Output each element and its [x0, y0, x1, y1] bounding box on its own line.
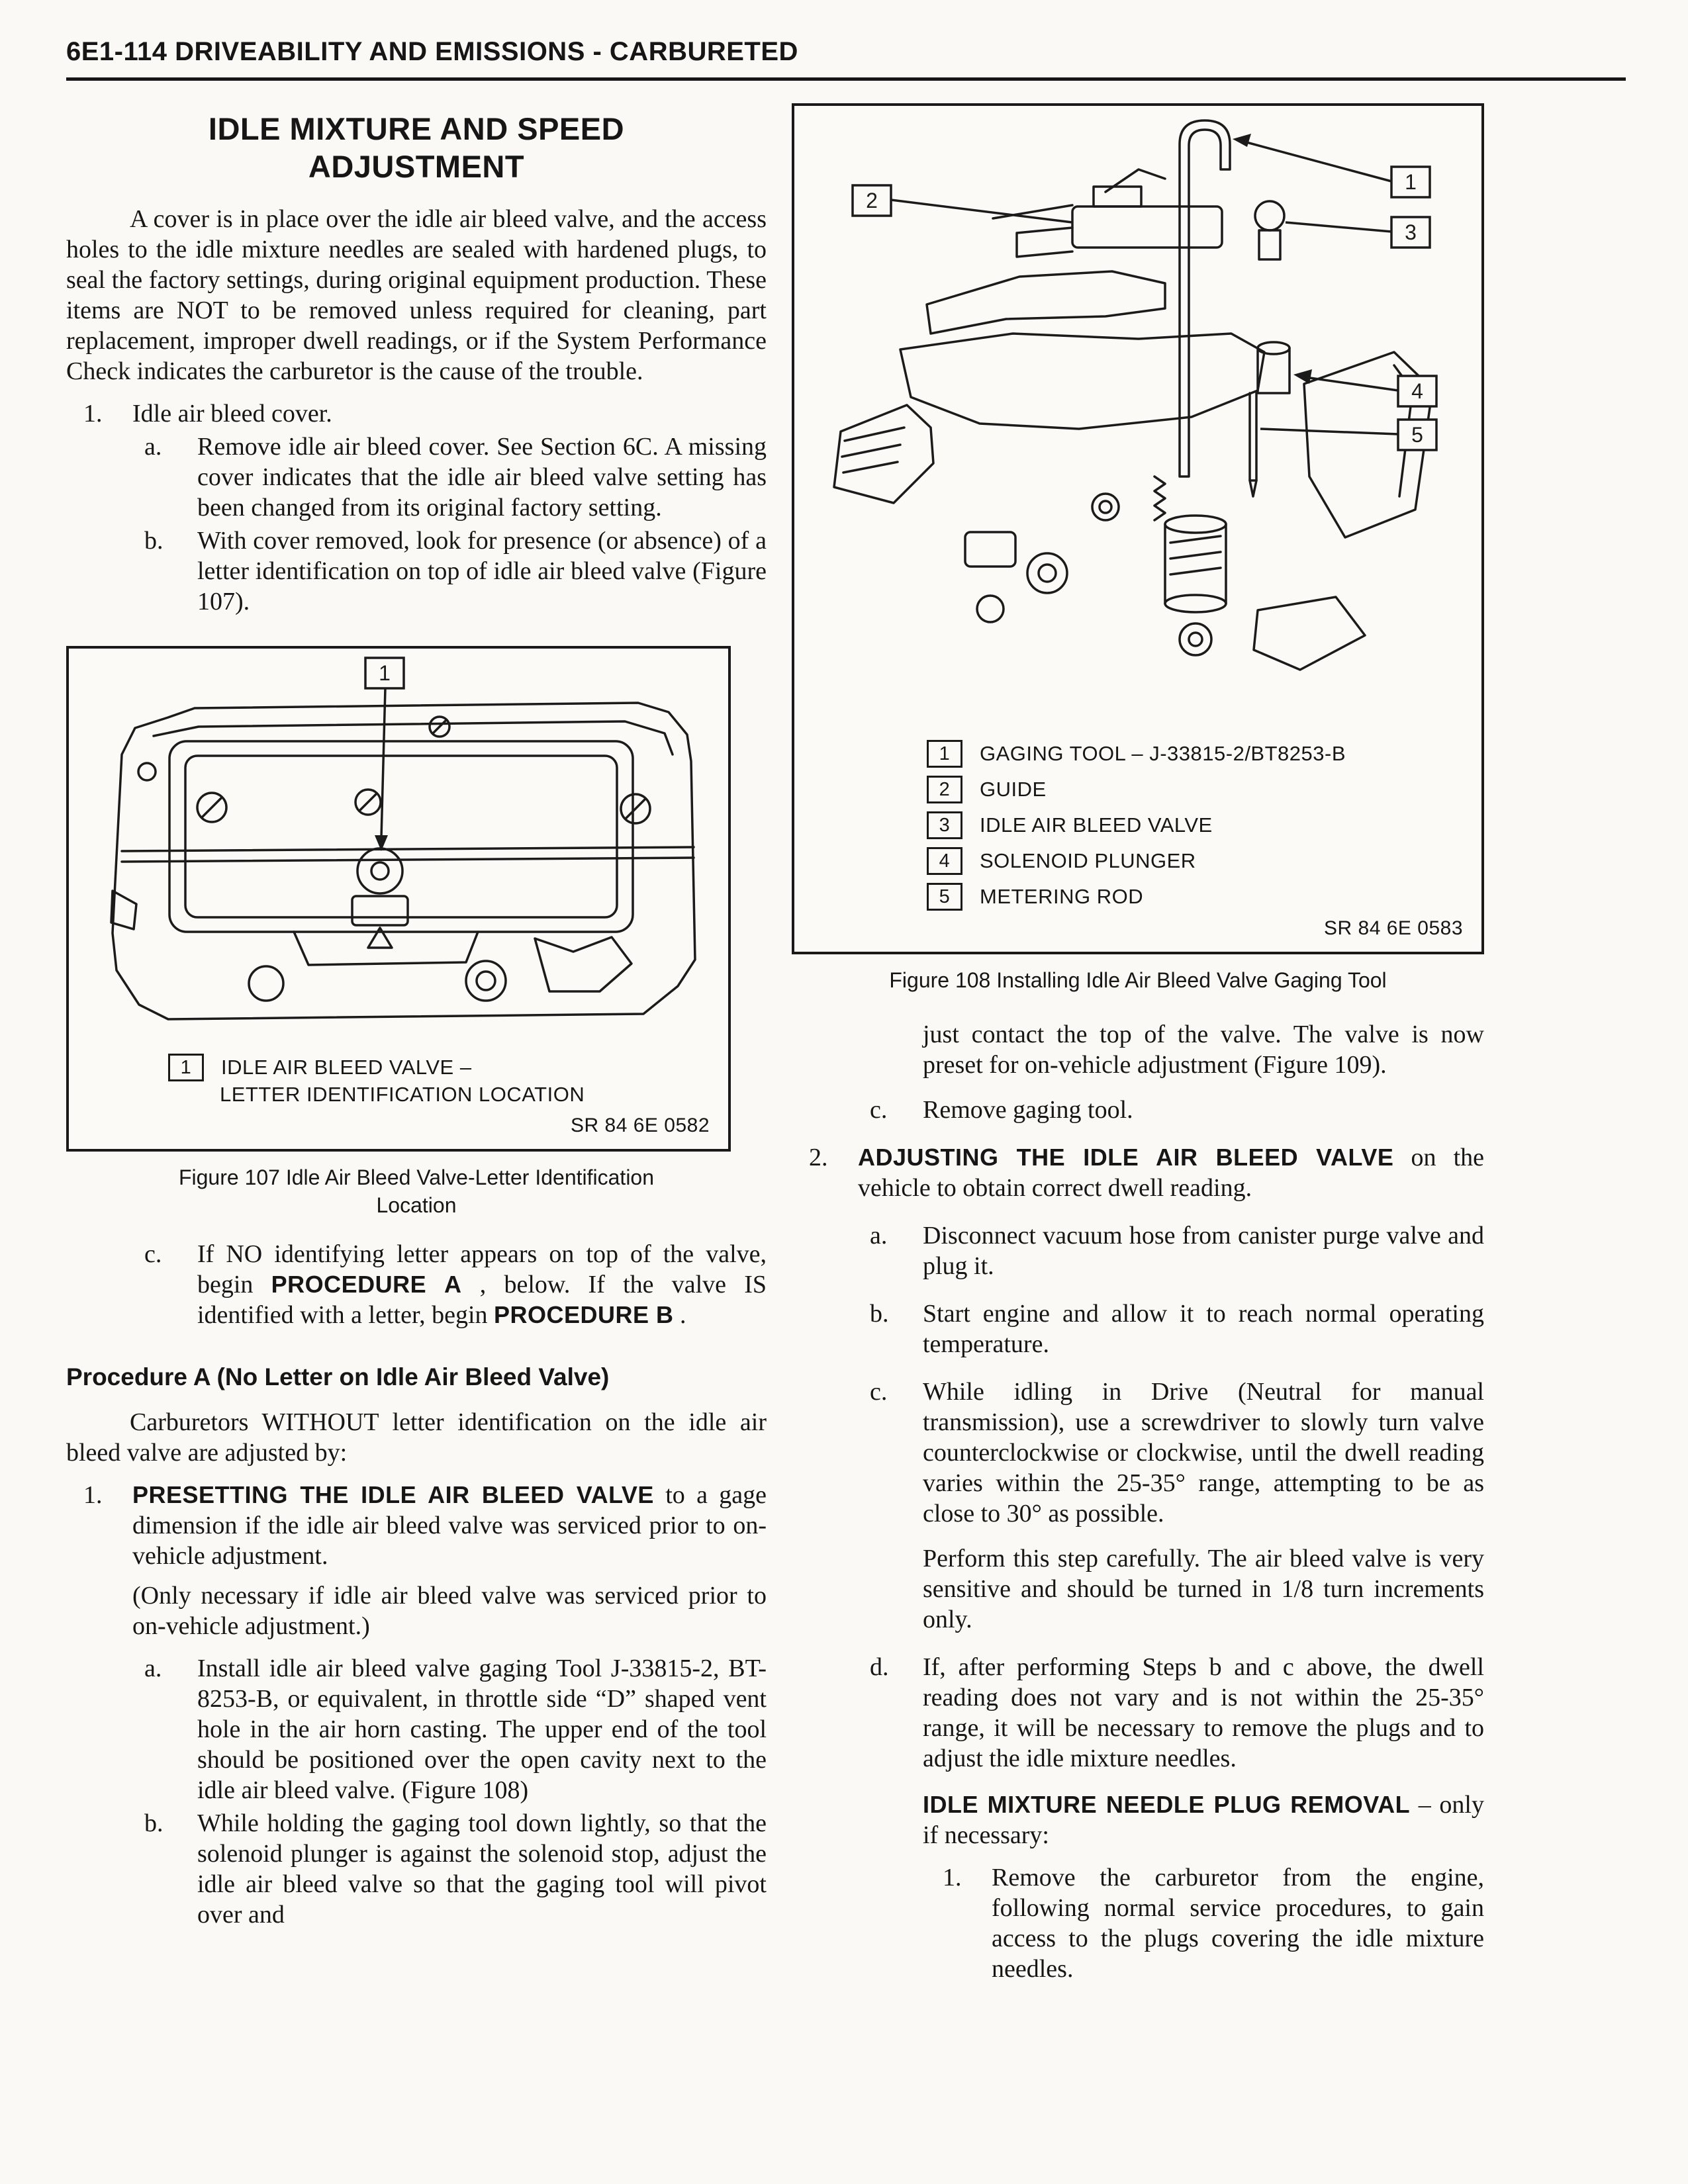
- figure107-callout-1: [365, 658, 404, 851]
- figure108-callout-1-label: 1: [1405, 170, 1417, 194]
- presetting-bold-lead: PRESETTING THE IDLE AIR BLEED VALVE: [132, 1481, 654, 1508]
- figure108-callout-4: [1293, 369, 1436, 406]
- list-text: With cover removed, look for presence (or absence) of a letter identification on top of idle air bleed valve (Figure 107).: [197, 527, 767, 615]
- list-text: [858, 1142, 1484, 1203]
- list-item-preset-1c: [792, 1095, 1484, 1125]
- list-text-segment: .: [673, 1301, 686, 1329]
- figure108-callout-3: [1286, 217, 1430, 248]
- list-marker: a.: [144, 1655, 162, 1682]
- legend-number-box: 3: [927, 811, 962, 839]
- legend-number-box: 2: [927, 776, 962, 803]
- list-marker: b.: [870, 1300, 889, 1328]
- list-item-adjusting-2: [792, 1142, 1484, 1203]
- list-marker: c.: [870, 1378, 888, 1406]
- figure108-callout-4-label: 4: [1411, 379, 1423, 403]
- list-text: Remove the carburetor from the engine, following normal service procedures, to gain access to the plugs covering the idle mixture needles.: [992, 1864, 1484, 1983]
- figure108-carburetor-side-view-drawing: [794, 106, 1481, 735]
- figure108-legend-row: [927, 776, 1462, 803]
- list-text: If, after performing Steps b and c above, the dwell reading does not vary and is not within the 25-35° range, it will be necessary to remove the plugs and to adjust the idle mixture needles.: [923, 1653, 1484, 1772]
- list-text: Disconnect vacuum hose from canister purge valve and plug it.: [923, 1222, 1484, 1280]
- list-marker: a.: [144, 433, 162, 461]
- figure-107: [66, 646, 731, 1152]
- list-marker: d.: [870, 1653, 889, 1681]
- list-item-1b: [66, 525, 767, 617]
- list-item-plug-1: [792, 1862, 1484, 1984]
- page-header: [66, 37, 1626, 81]
- intro-paragraph: A cover is in place over the idle air bleed valve, and the access holes to the idle mixture needles are sealed with hardened plugs, to seal the factory settings, during original equipment production. These items are NOT to be removed unless required for cleaning, part replacement, improper dwell readings, or if the System Performance Check indicates the carburetor is the cause of the trouble.: [66, 205, 767, 385]
- figure107-caption-line1: Figure 107 Idle Air Bleed Valve-Letter Identification: [178, 1165, 655, 1189]
- legend-label: SOLENOID PLUNGER: [980, 849, 1196, 872]
- continuation-paragraph: just contact the top of the valve. The valve is now preset for on-vehicle adjustment (Figure 109).: [923, 1021, 1484, 1079]
- legend-number-box: 1: [168, 1054, 204, 1081]
- legend-number-box: 4: [927, 847, 962, 875]
- list-text-segment: , below. If the valve IS identified with a letter, begin: [197, 1271, 767, 1329]
- list-item-preset-1b: [66, 1808, 767, 1930]
- list-marker: 1.: [83, 1481, 103, 1509]
- list-text: [132, 1480, 767, 1641]
- figure107-carburetor-top-view-drawing: [69, 649, 728, 1039]
- left-column: [66, 103, 767, 1984]
- figure108-callout-5: [1260, 420, 1436, 450]
- figure107-caption: [66, 1163, 767, 1219]
- figure108-caption: Figure 108 Installing Idle Air Bleed Valve Gaging Tool: [889, 968, 1387, 992]
- figure107-sr-code: SR 84 6E 0582: [571, 1115, 710, 1136]
- legend-number-box: 1: [927, 740, 962, 768]
- list-marker: b.: [144, 1809, 164, 1837]
- list-marker: 1.: [943, 1864, 962, 1891]
- list-marker: c.: [870, 1096, 888, 1124]
- list-item-2d: [792, 1652, 1484, 1774]
- figure107-callout-1-label: 1: [379, 661, 391, 685]
- gaging-tool-shape: [1180, 120, 1230, 477]
- list-marker: a.: [870, 1222, 888, 1250]
- figure108-callout-2: [853, 185, 1072, 222]
- figure108-callout-2-label: 2: [866, 189, 878, 212]
- figure108-legend-row: [927, 883, 1462, 911]
- list-marker: 2.: [809, 1144, 828, 1171]
- figure-108: [792, 103, 1484, 954]
- list-text: While holding the gaging tool down lightly, so that the solenoid plunger is against the solenoid stop, adjust the idle air bleed valve so that the gaging tool will pivot over and: [197, 1809, 767, 1929]
- page-header-title: 6E1-114 DRIVEABILITY AND EMISSIONS - CARBURETED: [66, 37, 798, 66]
- section-title: [66, 110, 767, 185]
- list-text: While idling in Drive (Neutral for manual transmission), use a screwdriver to slowly turn valve counterclockwise or clockwise, until the dwell reading varies within the 25-35° range, attempting to be as close to 30° as possible.: [923, 1378, 1484, 1527]
- figure107-caption-line2: Location: [376, 1193, 457, 1217]
- plug-removal-heading-bold: IDLE MIXTURE NEEDLE PLUG REMOVAL: [923, 1791, 1411, 1818]
- figure107-legend: [69, 1039, 728, 1108]
- section-title-line1: IDLE MIXTURE AND SPEED: [208, 111, 625, 146]
- list-item-1c: [66, 1239, 767, 1330]
- list-item-preset-1: [66, 1480, 767, 1641]
- list-item-1: [66, 398, 767, 429]
- procedure-a-intro: Carburetors WITHOUT letter identification on the idle air bleed valve are adjusted by:: [66, 1408, 767, 1467]
- figure108-legend-row: [927, 740, 1462, 768]
- plug-removal-heading-rest: – only if necessary:: [923, 1791, 1484, 1849]
- adjusting-bold-lead: ADJUSTING THE IDLE AIR BLEED VALVE: [858, 1144, 1394, 1171]
- procedure-a-reference: PROCEDURE A: [271, 1271, 462, 1298]
- figure108-callout-5-label: 5: [1411, 423, 1423, 447]
- figure108-callout-3-label: 3: [1405, 220, 1417, 244]
- list-text: Install idle air bleed valve gaging Tool J-33815-2, BT-8253-B, or equivalent, in throttle side “D” shaped vent hole in the air horn casting. The upper end of the tool should be positioned over the open cavity next to the idle air bleed valve. (Figure 108): [197, 1655, 767, 1804]
- list-marker: b.: [144, 527, 164, 555]
- list-text: Remove gaging tool.: [923, 1096, 1133, 1124]
- legend-label: GAGING TOOL – J-33815-2/BT8253-B: [980, 742, 1346, 765]
- figure108-legend: [794, 735, 1481, 911]
- procedure-b-reference: PROCEDURE B: [494, 1301, 674, 1328]
- figure108-legend-row: [927, 811, 1462, 839]
- right-column: [792, 103, 1484, 1984]
- section-title-line2: ADJUSTMENT: [308, 149, 525, 184]
- legend-number-box: 5: [927, 883, 962, 911]
- list-marker: c.: [144, 1240, 162, 1268]
- list-marker: 1.: [83, 400, 103, 428]
- legend-label: GUIDE: [980, 778, 1047, 801]
- procedure-a-heading: Procedure A (No Letter on Idle Air Bleed Valve): [66, 1363, 610, 1390]
- legend-label: IDLE AIR BLEED VALVE: [980, 813, 1213, 837]
- figure108-sr-code: SR 84 6E 0583: [1324, 917, 1463, 939]
- two-column-layout: [66, 103, 1688, 1984]
- figure107-legend-continuation: LETTER IDENTIFICATION LOCATION: [220, 1083, 585, 1106]
- list-text: Remove idle air bleed cover. See Section 6C. A missing cover indicates that the idle air bleed valve setting has been changed from its original factory setting.: [197, 433, 767, 522]
- list-item-1a: [66, 432, 767, 523]
- presetting-note: (Only necessary if idle air bleed valve was serviced prior to on-vehicle adjustment.): [132, 1582, 767, 1640]
- list-item-preset-1a: [66, 1653, 767, 1805]
- list-text-segment: on the vehicle to obtain correct dwell reading.: [858, 1144, 1484, 1202]
- figure108-legend-row: [927, 847, 1462, 875]
- list-text: Start engine and allow it to reach normal operating temperature.: [923, 1300, 1484, 1358]
- list-item-2a: [792, 1220, 1484, 1281]
- legend-label: METERING ROD: [980, 885, 1144, 908]
- list-item-2b: [792, 1298, 1484, 1359]
- caution-note: Perform this step carefully. The air bleed valve is very sensitive and should be turned in 1/8 turn increments only.: [923, 1545, 1484, 1633]
- plug-removal-heading: [923, 1790, 1484, 1850]
- list-item-2c: [792, 1377, 1484, 1529]
- legend-label: IDLE AIR BLEED VALVE –: [221, 1056, 472, 1079]
- figure107-legend-row: [168, 1054, 708, 1081]
- list-text-segment: If NO identifying letter appears on top of the valve, begin: [197, 1240, 767, 1298]
- list-text-segment: to a gage dimension if the idle air bleed valve was serviced prior to on-vehicle adjustment.: [132, 1481, 767, 1570]
- figure108-callout-1: [1233, 134, 1430, 197]
- list-text: Idle air bleed cover.: [132, 400, 332, 428]
- list-text: [197, 1239, 767, 1330]
